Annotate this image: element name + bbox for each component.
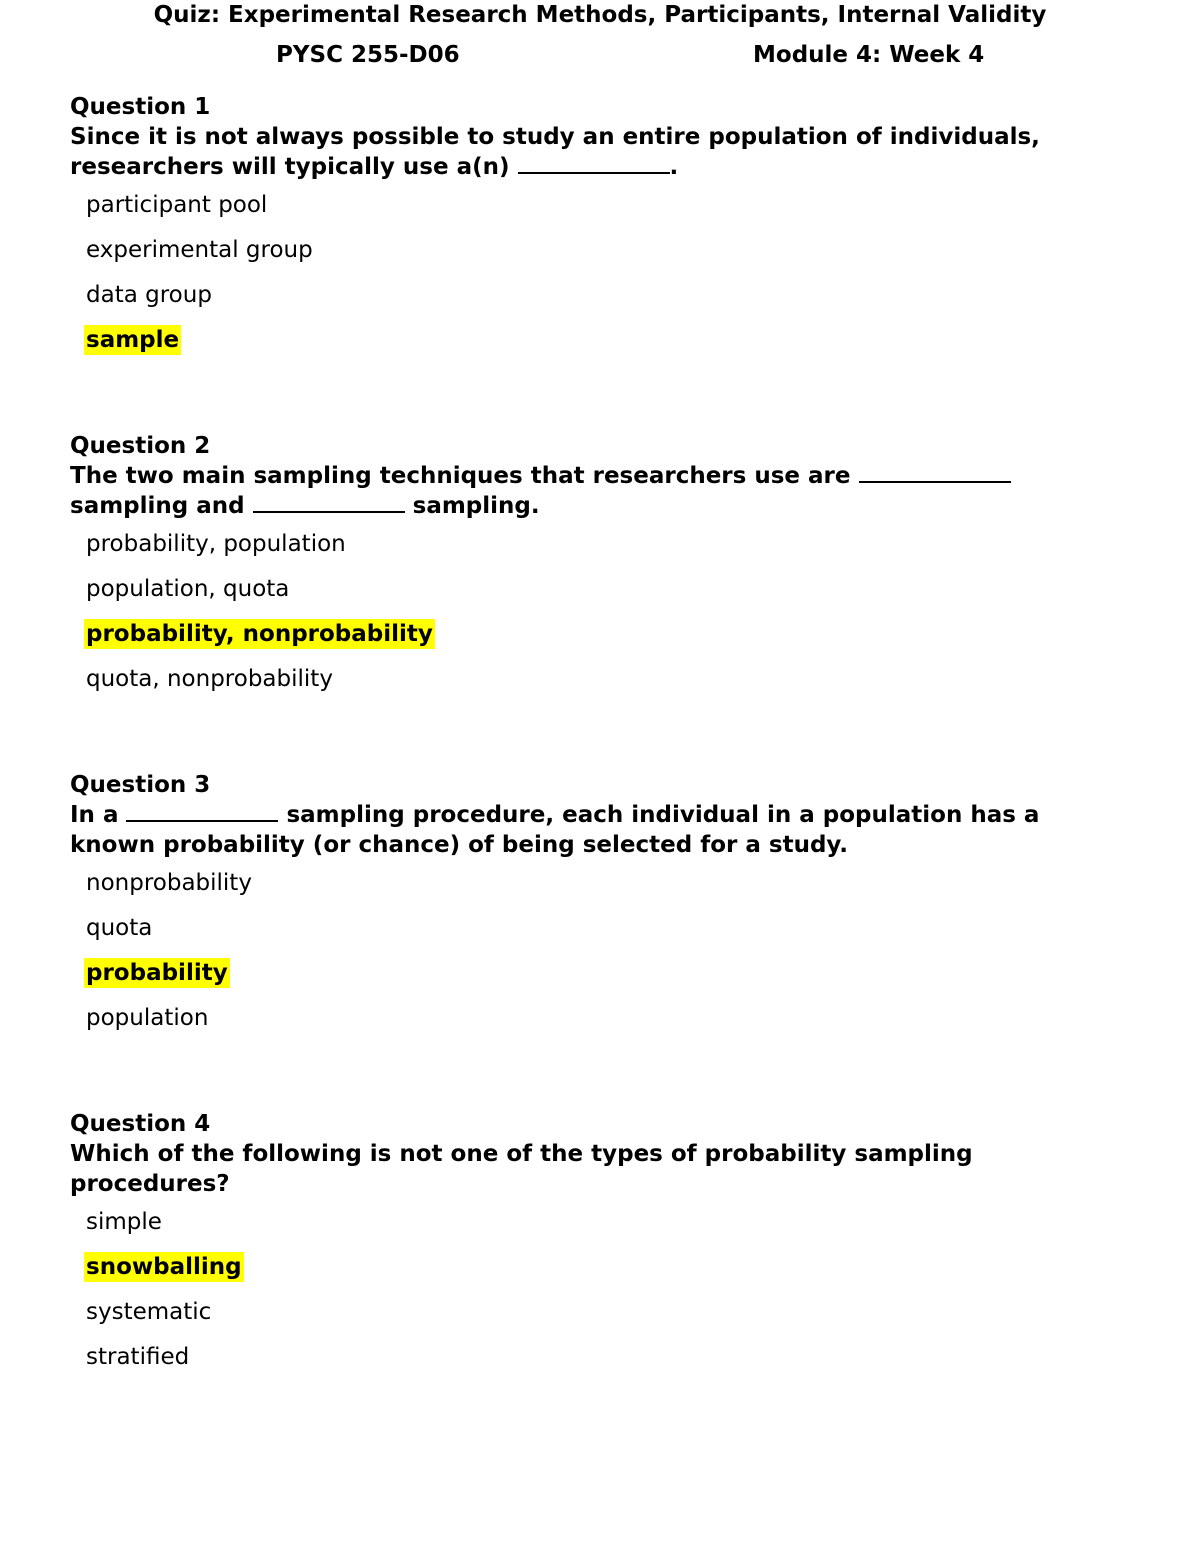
answer-option-correct[interactable]: probability [86, 960, 228, 986]
answer-options [70, 868, 1110, 1048]
question-text: The two main sampling techniques that researchers use are sampling and sampling. [70, 461, 1110, 521]
answer-option[interactable]: quota, nonprobability [86, 666, 333, 692]
page-title: Quiz: Experimental Research Methods, Participants, Internal Validity [153, 2, 1047, 28]
module-label: Module 4: Week 4 [753, 42, 985, 68]
question-number: Question 1 [70, 94, 211, 120]
answer-option[interactable]: quota [86, 915, 153, 941]
course-code: PYSC 255-D06 [276, 42, 460, 68]
question-2 [70, 431, 1110, 709]
answer-option[interactable]: stratified [86, 1344, 190, 1370]
answer-option-correct[interactable]: sample [86, 327, 180, 353]
answer-blank [859, 461, 1011, 483]
question-number: Question 3 [70, 772, 211, 798]
question-text: Which of the following is not one of the types of probability sampling procedures? [70, 1141, 973, 1197]
answer-options [70, 529, 1110, 709]
question-text: In a sampling procedure, each individual in a population has a known probability (or chance) of being selected for a study. [70, 802, 1040, 858]
answer-options [70, 190, 1110, 370]
question-text: Since it is not always possible to study an entire population of individuals, researchers will typically use a(n) . [70, 124, 1040, 180]
question-3 [70, 770, 1110, 1048]
question-number: Question 2 [70, 433, 211, 459]
answer-option[interactable]: nonprobability [86, 870, 252, 896]
answer-option[interactable]: population [86, 1005, 209, 1031]
answer-option[interactable]: population, quota [86, 576, 290, 602]
answer-option[interactable]: simple [86, 1209, 162, 1235]
answer-options [70, 1207, 1110, 1387]
answer-option[interactable]: data group [86, 282, 212, 308]
answer-option[interactable]: systematic [86, 1299, 212, 1325]
answer-option[interactable]: probability, population [86, 531, 346, 557]
answer-blank [518, 152, 670, 174]
answer-blank [253, 491, 405, 513]
answer-option[interactable]: participant pool [86, 192, 268, 218]
answer-blank [126, 800, 278, 822]
question-4 [70, 1109, 1110, 1387]
question-number: Question 4 [70, 1111, 211, 1137]
question-1 [70, 92, 1110, 370]
answer-option[interactable]: experimental group [86, 237, 313, 263]
answer-option-correct[interactable]: snowballing [86, 1254, 242, 1280]
answer-option-correct[interactable]: probability, nonprobability [86, 621, 433, 647]
